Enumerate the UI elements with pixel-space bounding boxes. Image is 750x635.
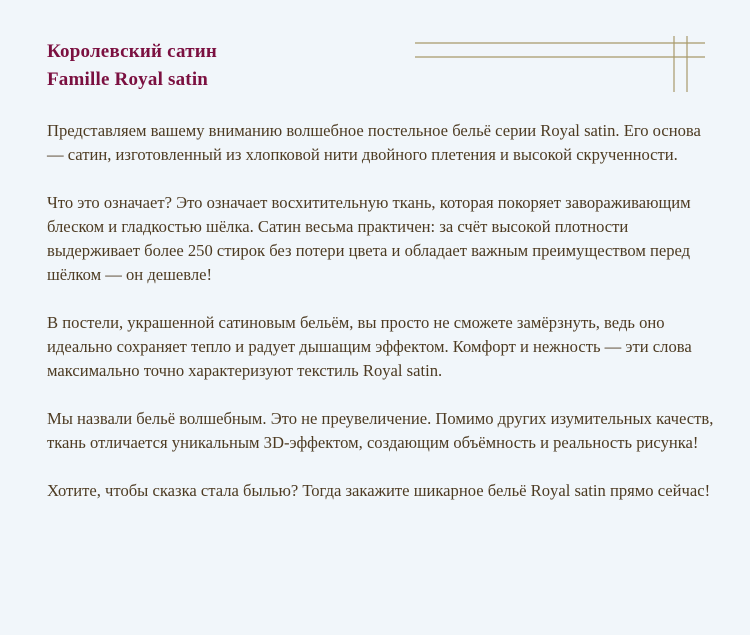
paragraph-3d-effect: Мы назвали бельё волшебным. Это не преувеличение. Помимо других изумительных качеств, ткань отличается уникальным 3D-эффектом, создающим объёмность и реальность рисунка! xyxy=(47,409,714,452)
paragraph-intro: Представляем вашему вниманию волшебное постельное бельё серии Royal satin. Его основа — сатин, изготовленный из хлопковой нити двойного плетения и высокой скрученности. xyxy=(47,121,701,164)
paragraph-call-to-action: Хотите, чтобы сказка стала былью? Тогда закажите шикарное бельё Royal satin прямо сейчас! xyxy=(47,481,711,500)
page-title-en: Famille Royal satin xyxy=(47,69,209,90)
paragraph-meaning: Что это означает? Это означает восхитительную ткань, которая покоряет завораживающим блеском и гладкостью шёлка. Сатин весьма практичен: за счёт высокой плотности выдерживает более 250 стирок без потери цвета и обладает важным преимуществом перед шёлком — он дешевле! xyxy=(47,193,691,284)
paragraph-comfort: В постели, украшенной сатиновым бельём, вы просто не сможете замёрзнуть, ведь оно идеально сохраняет тепло и радует дышащим эффектом. Комфорт и нежность — эти слова максимально точно характеризуют текстиль Royal satin. xyxy=(47,313,692,380)
page-header xyxy=(47,38,217,94)
page-title-ru: Королевский сатин xyxy=(47,41,218,62)
decorative-line-grid-icon xyxy=(415,36,705,92)
article-body xyxy=(47,119,717,527)
